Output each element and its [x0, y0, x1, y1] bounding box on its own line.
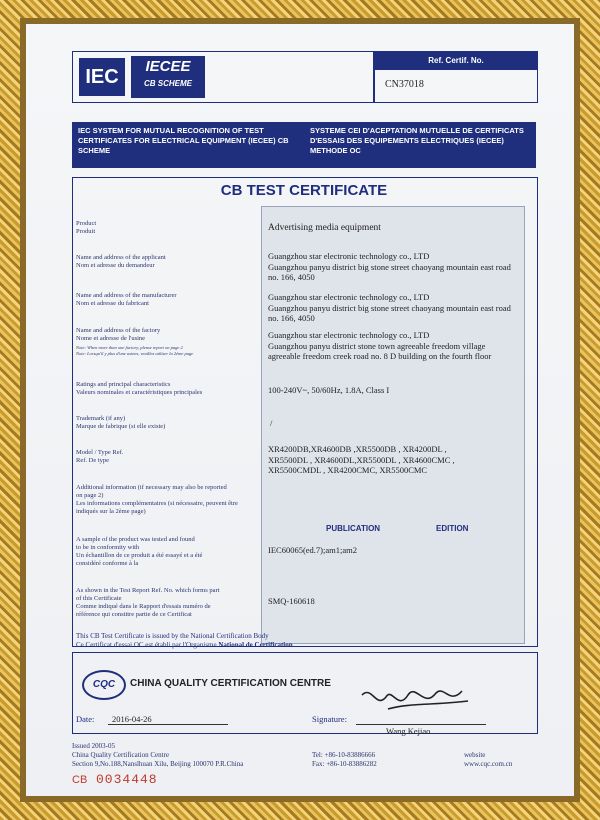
product-label-en: Product [76, 220, 97, 227]
ratings-label [76, 381, 202, 397]
ref-label: Ref. Certif. No. [375, 52, 537, 70]
manufacturer-label [76, 292, 177, 308]
iecee-logo [131, 56, 205, 98]
signer-name: Wang Kejiao [386, 726, 431, 736]
sample-fr-1: Un échantillon de ce produit a été essayé et a été [76, 552, 203, 559]
trademark-label [76, 415, 165, 431]
date-label: Date: [76, 714, 95, 724]
footer-issued: Issued 2003-05 [72, 742, 115, 750]
banner-en: IEC SYSTEM FOR MUTUAL RECOGNITION OF TEST CERTIFICATES FOR ELECTRICAL EQUIPMENT (IECEE) CB SCHEME [78, 126, 289, 155]
manufacturer-value [268, 292, 518, 324]
footer-contact [312, 751, 377, 769]
footer-address: Section 9,No.188,Nanslhuan Xilu, Beijing 100070 P.R.China [72, 760, 244, 768]
additional-fr-2: indiqués sur la 2ème page) [76, 508, 146, 515]
product-value: Advertising media equipment [268, 223, 381, 233]
edition-heading: EDITION [436, 524, 469, 533]
factory-label-en: Name and address of the factory [76, 327, 161, 334]
trademark-label-en: Trademark (if any) [76, 415, 126, 422]
certificate-title: CB TEST CERTIFICATE [220, 182, 388, 199]
report-en-2: of this Certificate [76, 595, 122, 602]
signature-mark [358, 679, 478, 719]
model-line-3: XR5500CMDL , XR4200CMC, XR5500CMC [268, 465, 428, 475]
standard-value: IEC60065(ed.7);am1;am2 [268, 545, 357, 555]
additional-en-2: on page 2) [76, 492, 104, 499]
sample-label [76, 536, 256, 568]
report-value: SMQ-160618 [268, 596, 315, 606]
iec-logo: IEC [79, 58, 125, 96]
ratings-value: 100-240V~, 50/60Hz, 1.8A, Class I [268, 385, 390, 395]
issued-note [76, 632, 293, 650]
applicant-label-en: Name and address of the applicant [76, 254, 166, 261]
logo-box [72, 51, 374, 103]
applicant-name: Guangzhou star electronic technology co., LTD [268, 251, 430, 261]
issued-note-fr [76, 641, 293, 650]
ref-number: CN37018 [385, 79, 424, 90]
manufacturer-label-fr: Nom et adresse du fabricant [76, 300, 149, 307]
signature-label: Signature: [312, 714, 347, 724]
iecee-text: IECEE [145, 58, 191, 75]
applicant-address: Guangzhou panyu district big stone street chaoyang mountain east road no. 166, 4050 [268, 261, 511, 282]
model-line-2: XR5500DL , XR4600DL,XR5500DL , XR4600CMC , [268, 454, 455, 465]
cqc-logo: CQC [82, 670, 126, 700]
model-label-fr: Ref. De type [76, 457, 110, 464]
additional-fr-1: Les informations complémentaires (si nécessaire, peuvent être [76, 500, 238, 507]
serial-number: 0034448 [96, 772, 158, 787]
footer-web-label: website [464, 751, 486, 759]
trademark-label-fr: Marque de fabrique (si elle existe) [76, 423, 166, 430]
factory-address: Guangzhou panyu district stone town agreeable freedom village agreeable freedom creek road no. 8 D building on the fourth floor [268, 340, 492, 361]
issued-note-en: This CB Test Certificate is issued by the National Certification Body [76, 632, 269, 640]
applicant-value [268, 251, 518, 283]
issued-note-fr-text: Ce Certificat d'essai OC est établi par l'Organisme [76, 641, 219, 649]
model-label [76, 449, 123, 465]
product-label-fr: Produit [76, 228, 96, 235]
date-value: 2016-04-26 [112, 714, 152, 724]
issued-note-fr-bold: National de Certification [218, 641, 293, 649]
additional-en-1: Additional information (if necessary may also be reported [76, 484, 227, 491]
ratings-label-fr: Valeurs nominales et caractéristiques principales [76, 389, 203, 396]
footer-left [72, 742, 243, 769]
ref-box [374, 51, 538, 103]
report-en-1: As shown in the Test Report Ref. No. which forms part [76, 587, 220, 594]
additional-label [76, 484, 256, 516]
manufacturer-name: Guangzhou star electronic technology co., LTD [268, 292, 430, 302]
factory-value [268, 330, 518, 362]
ratings-label-en: Ratings and principal characteristics [76, 381, 171, 388]
cb-scheme-text: CB SCHEME [143, 79, 192, 88]
report-fr-1: Comme indiqué dans le Rapport d'essais numéro de [76, 603, 211, 610]
footer-tel: Tel: +86-10-83886666 [312, 751, 376, 759]
sample-en-1: A sample of the product was tested and found [76, 536, 195, 543]
model-label-en: Model / Type Ref. [76, 449, 124, 456]
centre-name: CHINA QUALITY CERTIFICATION CENTRE [130, 678, 331, 689]
report-fr-2: référence qui constitre partie de ce Certificat [76, 611, 192, 618]
factory-note-en: Note: When more than one factory, please report on page 2 [76, 345, 183, 350]
footer-fax: Fax: +86-10-83886282 [312, 760, 377, 768]
certificate-paper [26, 24, 574, 796]
date-line [108, 724, 228, 725]
trademark-value: / [270, 418, 273, 428]
footer-org: China Quality Certification Centre [72, 751, 170, 759]
footer-web-url: www.cqc.com.cn [464, 760, 513, 768]
signature-line [356, 724, 486, 725]
publication-heading: PUBLICATION [326, 524, 381, 533]
factory-note-fr: Note: Lorsqu'il y plus d'une usines, veuillez utiliser la 2ème page [76, 351, 194, 356]
sample-fr-2: considéré conforme à la [76, 560, 139, 567]
factory-label [76, 327, 193, 357]
manufacturer-address: Guangzhou panyu district big stone street chaoyang mountain east road no. 166, 4050 [268, 302, 511, 323]
scheme-banner [72, 122, 536, 168]
model-line-1: XR4200DB,XR4600DB ,XR5500DB , XR4200DL , [268, 444, 447, 454]
applicant-label [76, 254, 166, 270]
serial-prefix: CB [72, 774, 88, 786]
factory-name: Guangzhou star electronic technology co., LTD [268, 330, 430, 340]
report-label [76, 587, 256, 619]
manufacturer-label-en: Name and address of the manufacturer [76, 292, 177, 299]
footer-web [464, 751, 512, 769]
banner-fr: SYSTEME CEI D'ACEPTATION MUTUELLE DE CERTIFICATS D'ESSAIS DES EQUIPEMENTS ELECTRIQUES (IECEE) METHODE OC [310, 126, 524, 155]
factory-label-fr: Nome et adresse de l'usine [76, 335, 146, 342]
applicant-label-fr: Nom et adresse du demandeur [76, 262, 155, 269]
model-value [268, 444, 520, 476]
product-label [76, 220, 96, 236]
sample-en-2: to be in conformity with [76, 544, 140, 551]
